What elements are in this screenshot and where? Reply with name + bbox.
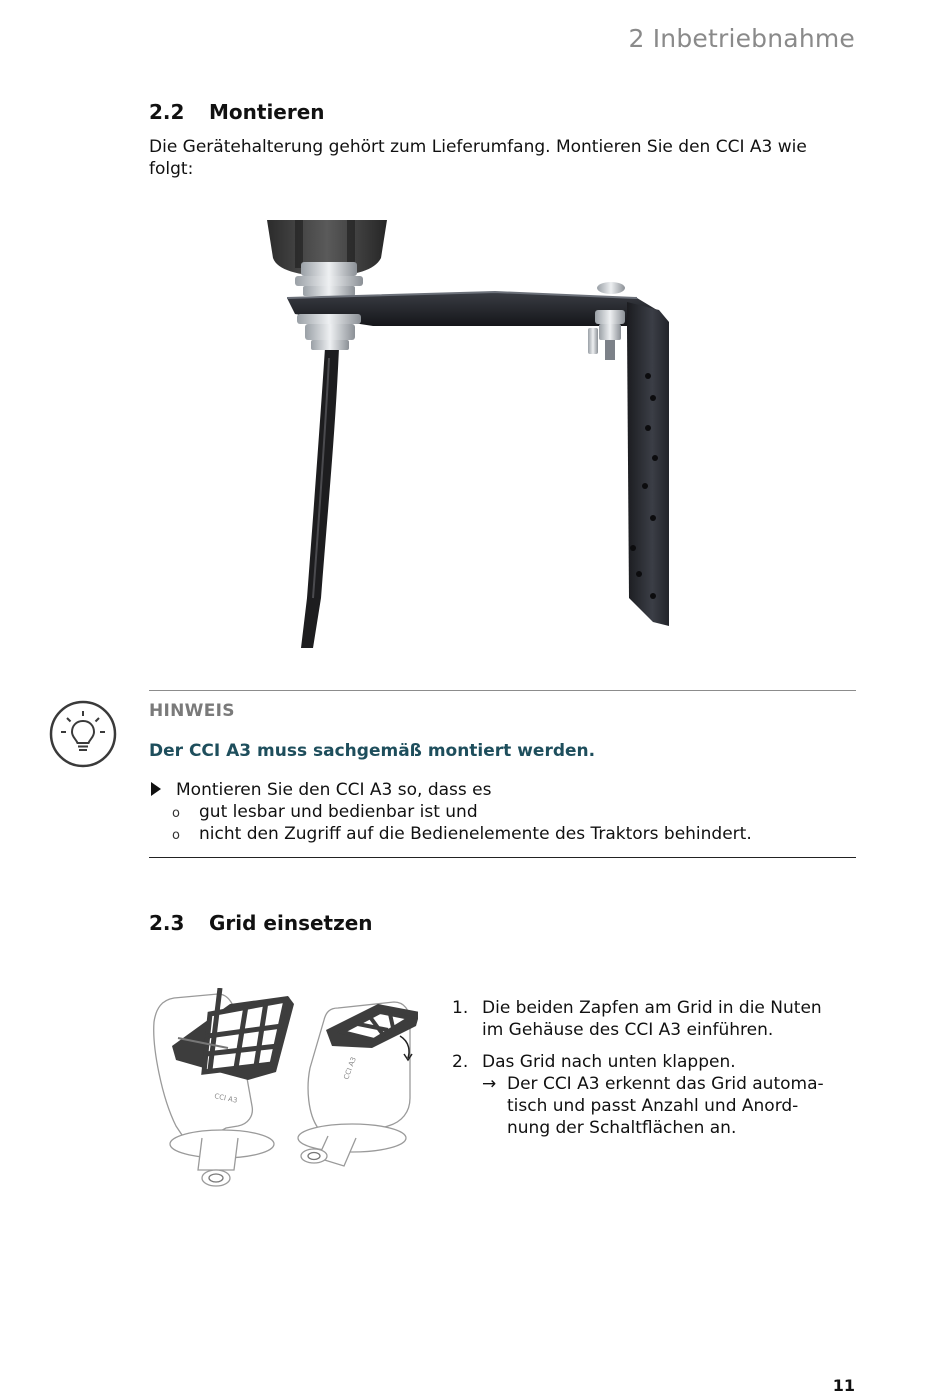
section-title: Grid einsetzen xyxy=(209,911,373,935)
circle-bullet-icon: o xyxy=(172,828,180,843)
note-label: HINWEIS xyxy=(149,701,235,721)
intro-line-2: folgt: xyxy=(149,159,194,179)
result-arrow-icon: → xyxy=(482,1074,497,1094)
section-number: 2.3 xyxy=(149,911,185,935)
section-heading-2-3 xyxy=(149,911,373,935)
step-text-line: Die beiden Zapfen am Grid in die Nuten xyxy=(482,998,822,1018)
device-label-left: CCI A3 xyxy=(213,1092,239,1105)
circle-bullet-icon: o xyxy=(172,806,180,821)
note-action xyxy=(149,780,491,800)
note-sub-item-text: nicht den Zugriff auf die Bedienelemente des Traktors behindert. xyxy=(199,824,752,844)
step-list xyxy=(452,997,852,1147)
result-text-line: tisch und passt Anzahl und Anord- xyxy=(507,1096,799,1116)
note-sub-item xyxy=(172,802,478,822)
device-label-right: CCI A3 xyxy=(342,1056,358,1081)
result-text-line: nung der Schaltflächen an. xyxy=(507,1118,737,1138)
note-top-rule xyxy=(149,690,856,691)
step-number: 1. xyxy=(452,998,469,1018)
intro-line-1: Die Gerätehalterung gehört zum Lieferumfang. Montieren Sie den CCI A3 wie xyxy=(149,137,807,157)
step-text-line: im Gehäuse des CCI A3 einführen. xyxy=(482,1020,774,1040)
section-number: 2.2 xyxy=(149,100,185,124)
lightbulb-icon xyxy=(48,699,118,769)
step-number: 2. xyxy=(452,1052,469,1072)
note-bottom-rule xyxy=(149,857,856,858)
mounting-bracket-photo xyxy=(255,218,685,650)
page-number: 11 xyxy=(832,1376,855,1395)
note-action-text: Montieren Sie den CCI A3 so, dass es xyxy=(176,780,492,800)
result-text-line: Der CCI A3 erkennt das Grid automa- xyxy=(507,1074,824,1094)
action-triangle-icon xyxy=(149,781,163,797)
intro-paragraph xyxy=(149,136,854,180)
note-title: Der CCI A3 muss sachgemäß montiert werden. xyxy=(149,741,596,761)
section-heading-2-2 xyxy=(149,100,325,124)
note-sub-item-text: gut lesbar und bedienbar ist und xyxy=(199,802,478,822)
note-sub-item xyxy=(172,824,752,844)
section-title: Montieren xyxy=(209,100,325,124)
running-header: 2 Inbetriebnahme xyxy=(628,24,855,53)
step-text-line: Das Grid nach unten klappen. xyxy=(482,1052,736,1072)
grid-insertion-illustration xyxy=(148,988,418,1198)
